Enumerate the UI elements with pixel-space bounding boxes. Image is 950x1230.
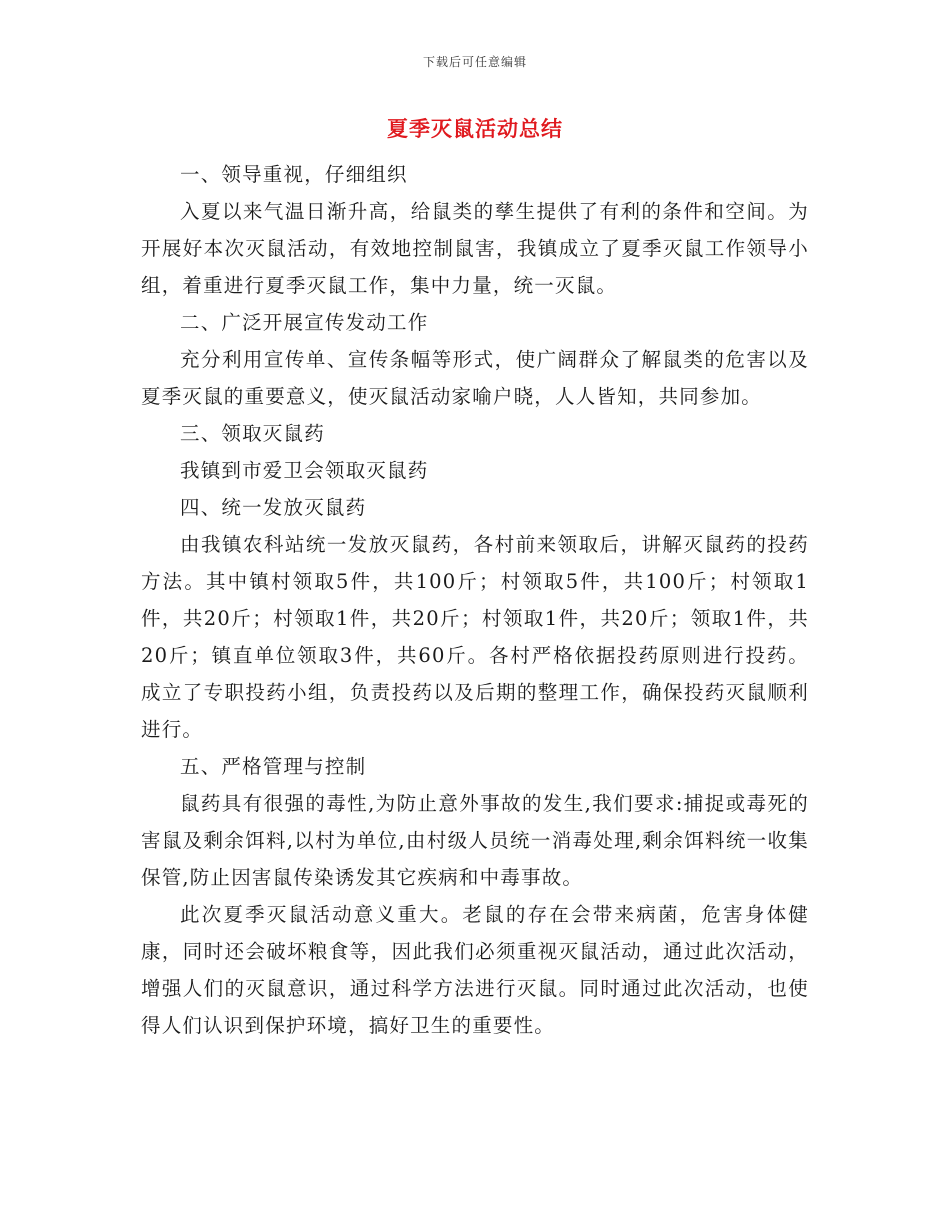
section-heading-5: 五、严格管理与控制 [180,755,367,778]
section-heading-1: 一、领导重视，仔细组织 [180,163,408,186]
document-title: 夏季灭鼠活动总结 [387,116,563,141]
section-heading-3: 三、领取灭鼠药 [180,422,325,445]
body-paragraph: 充分利用宣传单、宣传条幅等形式，使广阔群众了解鼠类的危害以及夏季灭鼠的重要意义，使灭鼠活动家喻户晓，人人皆知，共同参加。 [141,348,809,408]
conclusion-paragraph: 此次夏季灭鼠活动意义重大。老鼠的存在会带来病菌，危害身体健康，同时还会破坏粮食等，因此我们必须重视灭鼠活动，通过此次活动，增强人们的灭鼠意识，通过科学方法进行灭鼠。同时通过此次活动，也使得人们认识到保护环境，搞好卫生的重要性。 [141,903,809,1037]
section-heading-2: 二、广泛开展宣传发动工作 [180,311,429,334]
body-paragraph: 鼠药具有很强的毒性,为防止意外事故的发生,我们要求:捕捉或毒死的害鼠及剩余饵料,以村为单位,由村级人员统一消毒处理,剩余饵料统一收集保管,防止因害鼠传染诱发其它疾病和中毒事故。 [141,792,809,889]
body-paragraph: 由我镇农科站统一发放灭鼠药，各村前来领取后，讲解灭鼠药的投药方法。其中镇村领取5件，共100斤；村领取5件，共100斤；村领取1件，共20斤；村领取1件，共20斤；村领取1件，共20斤；领取1件，共20斤；镇直单位领取3件，共60斤。各村严格依据投药原则进行投药。成立了专职投药小组，负责投药以及后期的整理工作，确保投药灭鼠顺利进行。 [141,533,809,741]
page-header-note: 下载后可任意编辑 [422,55,527,69]
section-heading-4: 四、统一发放灭鼠药 [180,496,367,519]
body-paragraph: 入夏以来气温日渐升高，给鼠类的孳生提供了有利的条件和空间。为开展好本次灭鼠活动，有效地控制鼠害，我镇成立了夏季灭鼠工作领导小组，着重进行夏季灭鼠工作，集中力量，统一灭鼠。 [141,200,809,297]
document-body [141,156,809,1044]
body-paragraph: 我镇到市爱卫会领取灭鼠药 [180,459,429,482]
